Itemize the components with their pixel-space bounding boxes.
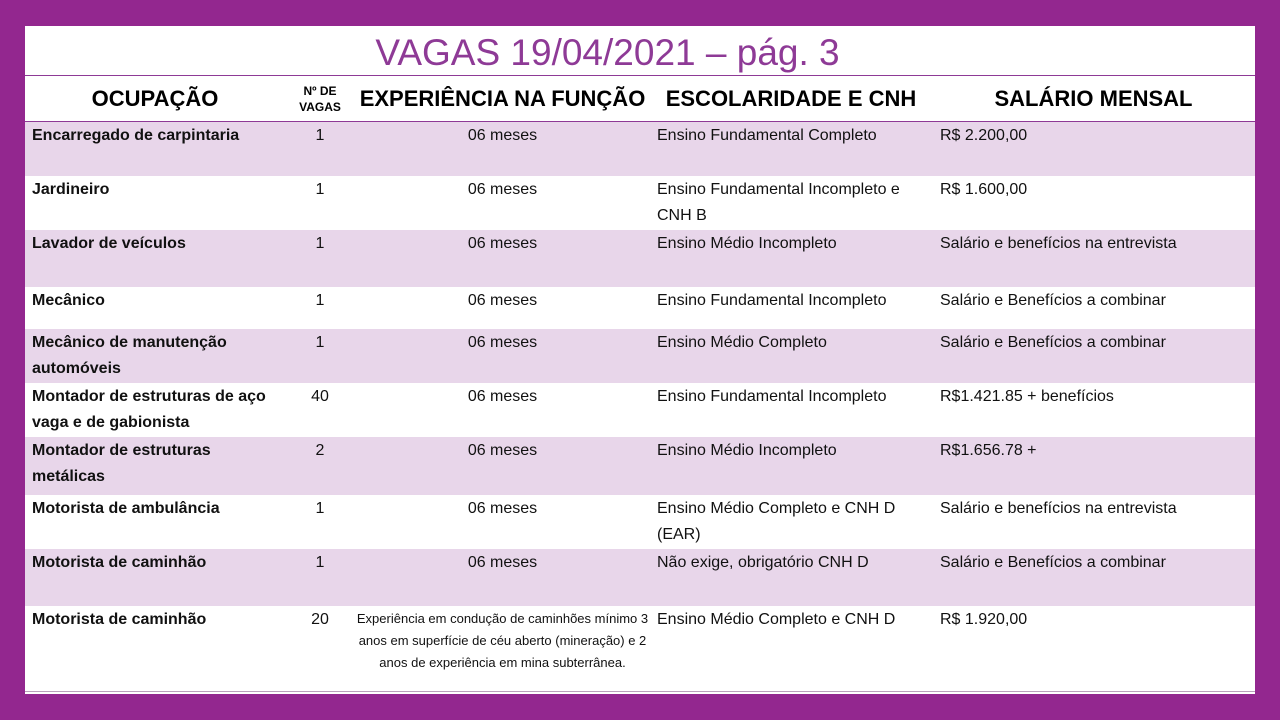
cell-experience: 06 meses [467,499,538,517]
cell-experience: 06 meses [467,553,538,571]
cell-occupation: Jardineiro [32,180,110,198]
table-row [25,287,1255,329]
header-salary: SALÁRIO MENSAL [994,85,1193,111]
header-vacancies-line2: VAGAS [299,99,341,114]
cell-experience: 06 meses [467,333,538,351]
cell-education: Ensino Fundamental Incompleto [657,291,887,309]
cell-salary: Salário e benefícios na entrevista [940,234,1177,252]
cell-education: Ensino Médio Incompleto [657,441,837,459]
table-row [25,383,1255,437]
page-title: VAGAS 19/04/2021 – pág. 3 [375,32,840,73]
cell-vacancies: 20 [311,610,329,628]
cell-occupation: Encarregado de carpintaria [32,127,240,144]
cell-salary: R$1.656.78 + [940,441,1037,459]
cell-experience: Experiência em condução de caminhões mínimo 3 anos em superfície de céu aberto (mineração) e 2 anos de experiência em mina subterrânea. [356,610,649,670]
cell-education: Ensino Fundamental Incompleto e CNH B [657,180,900,224]
cell-vacancies: 1 [315,291,325,309]
cell-occupation: Mecânico de manutenção automóveis [32,333,227,377]
cell-salary: Salário e Benefícios a combinar [940,333,1166,351]
cell-experience: 06 meses [467,180,538,198]
cell-education: Não exige, obrigatório CNH D [657,553,869,571]
cell-vacancies: 1 [315,499,325,517]
cell-education: Ensino Médio Completo [657,333,827,351]
cell-vacancies: 2 [315,441,325,459]
table-header-row [25,76,1255,122]
cell-experience: 06 meses [467,441,538,459]
cell-education: Ensino Fundamental Completo [657,127,877,144]
cell-experience: 06 meses [467,127,538,144]
cell-vacancies: 40 [311,387,329,405]
cell-occupation: Motorista de caminhão [32,553,207,571]
cell-education: Ensino Fundamental Incompleto [657,387,887,405]
table-row [25,495,1255,549]
cell-occupation: Motorista de caminhão [32,610,207,628]
cell-vacancies: 1 [315,234,325,252]
cell-salary: R$ 1.920,00 [940,610,1028,628]
table-row [25,606,1255,694]
cell-salary: Salário e Benefícios a combinar [940,291,1166,309]
header-experience: EXPERIÊNCIA NA FUNÇÃO [359,85,646,111]
vacancies-table [25,75,1255,694]
table-row [25,122,1255,176]
header-vacancies [285,76,355,122]
slide [25,26,1255,694]
cell-vacancies: 1 [315,553,325,571]
cell-education: Ensino Médio Incompleto [657,234,837,252]
table-bottom-divider [25,691,1255,692]
cell-education: Ensino Médio Completo e CNH D [657,610,896,628]
cell-occupation: Montador de estruturas de aço vaga e de gabionista [32,387,266,431]
cell-salary: R$ 1.600,00 [940,180,1028,198]
table-row [25,176,1255,230]
cell-experience: 06 meses [467,291,538,309]
cell-salary: R$1.421.85 + benefícios [940,387,1114,405]
cell-vacancies: 1 [315,333,325,351]
cell-salary: R$ 2.200,00 [940,127,1028,144]
cell-occupation: Montador de estruturas metálicas [32,441,211,485]
table-row [25,549,1255,606]
cell-vacancies: 1 [315,180,325,198]
cell-experience: 06 meses [467,387,538,405]
table-row [25,329,1255,383]
cell-salary: Salário e Benefícios a combinar [940,553,1166,571]
cell-occupation: Mecânico [32,291,105,309]
cell-experience: 06 meses [467,234,538,252]
header-education: ESCOLARIDADE E CNH [665,85,917,111]
header-occupation: OCUPAÇÃO [91,85,219,111]
table-row [25,230,1255,287]
cell-salary: Salário e benefícios na entrevista [940,499,1177,517]
header-vacancies-line1: Nº DE [303,83,337,98]
cell-occupation: Motorista de ambulância [32,499,220,517]
cell-vacancies: 1 [315,127,325,144]
cell-education: Ensino Médio Completo e CNH D (EAR) [657,499,896,543]
cell-occupation: Lavador de veículos [32,234,186,252]
table-row [25,437,1255,495]
